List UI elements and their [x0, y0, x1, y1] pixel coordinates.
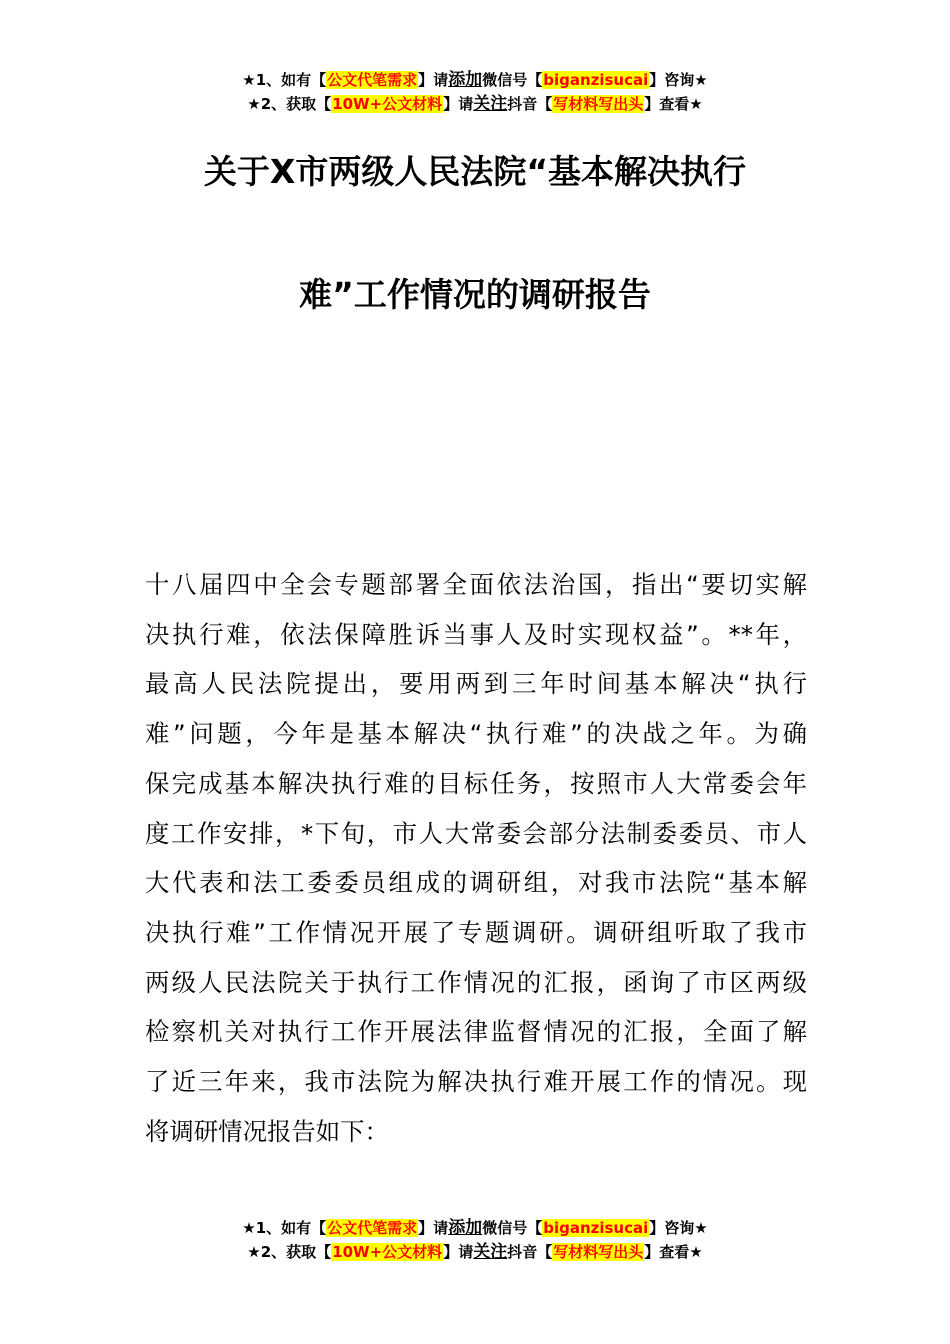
banner-highlight: 10W+公文材料	[332, 95, 443, 113]
banner-highlight: 公文代笔需求	[327, 71, 418, 89]
banner-text: 微信号【	[482, 1219, 543, 1237]
header-banner-line-2	[0, 92, 950, 116]
paragraph-line: 两级人民法院关于执行工作情况的汇报，函询了市区两级	[145, 967, 807, 997]
paragraph-line: 最高人民法院提出，要用两到三年时间基本解决“执行	[145, 669, 807, 699]
paragraph-line: 了近三年来，我市法院为解决执行难开展工作的情况。现	[145, 1067, 807, 1097]
document-title-line-2: 难”工作情况的调研报告	[299, 275, 651, 314]
document-title-line-1: 关于Ⅹ市两级人民法院“基本解决执行	[203, 152, 747, 191]
paragraph-line: 十八届四中全会专题部署全面依法治国，指出“要切实解	[145, 570, 807, 599]
banner-emphasis: 关注	[473, 94, 508, 114]
body-paragraph	[145, 560, 807, 1156]
banner-text: 抖音【	[507, 1243, 553, 1261]
paragraph-line: 难”问题，今年是基本解决“执行难”的决战之年。为确	[145, 719, 807, 749]
header-banner-line-1	[0, 68, 950, 92]
banner-highlight: 10W+公文材料	[332, 1243, 443, 1261]
paragraph-line: 大代表和法工委委员组成的调研组，对我市法院“基本解	[145, 868, 807, 898]
paragraph-line: 度工作安排，*下旬，市人大常委会部分法制委委员、市人	[145, 818, 807, 848]
paragraph-line: 将调研情况报告如下：	[145, 1116, 389, 1146]
banner-suffix: 】咨询★	[649, 1219, 708, 1237]
banner-prefix: ★2、获取【	[247, 1243, 332, 1261]
banner-text: 】请	[418, 71, 449, 89]
banner-prefix: ★1、如有【	[242, 1219, 327, 1237]
banner-text: 】请	[418, 1219, 449, 1237]
footer-banner	[0, 1216, 950, 1264]
wechat-id-highlight: biganzisucai	[543, 71, 649, 89]
banner-emphasis: 添加	[448, 70, 483, 90]
header-banner	[0, 68, 950, 116]
douyin-id-highlight: 写材料写出头	[553, 95, 644, 113]
banner-emphasis: 关注	[473, 1242, 508, 1262]
banner-highlight: 公文代笔需求	[327, 1219, 418, 1237]
paragraph-line: 决执行难”工作情况开展了专题调研。调研组听取了我市	[145, 917, 807, 947]
footer-banner-line-2	[0, 1240, 950, 1264]
banner-prefix: ★2、获取【	[247, 95, 332, 113]
banner-emphasis: 添加	[448, 1218, 483, 1238]
footer-banner-line-1	[0, 1216, 950, 1240]
wechat-id-highlight: biganzisucai	[543, 1219, 649, 1237]
douyin-id-highlight: 写材料写出头	[553, 1243, 644, 1261]
banner-text: 】请	[443, 1243, 474, 1261]
banner-suffix: 】咨询★	[649, 71, 708, 89]
banner-prefix: ★1、如有【	[242, 71, 327, 89]
banner-suffix: 】查看★	[644, 1243, 703, 1261]
banner-text: 抖音【	[507, 95, 553, 113]
banner-text: 】请	[443, 95, 474, 113]
banner-text: 微信号【	[482, 71, 543, 89]
paragraph-line: 决执行难，依法保障胜诉当事人及时实现权益”。**年，	[145, 619, 807, 649]
paragraph-line: 保完成基本解决执行难的目标任务，按照市人大常委会年	[145, 768, 807, 798]
paragraph-line: 检察机关对执行工作开展法律监督情况的汇报，全面了解	[145, 1017, 807, 1047]
banner-suffix: 】查看★	[644, 95, 703, 113]
